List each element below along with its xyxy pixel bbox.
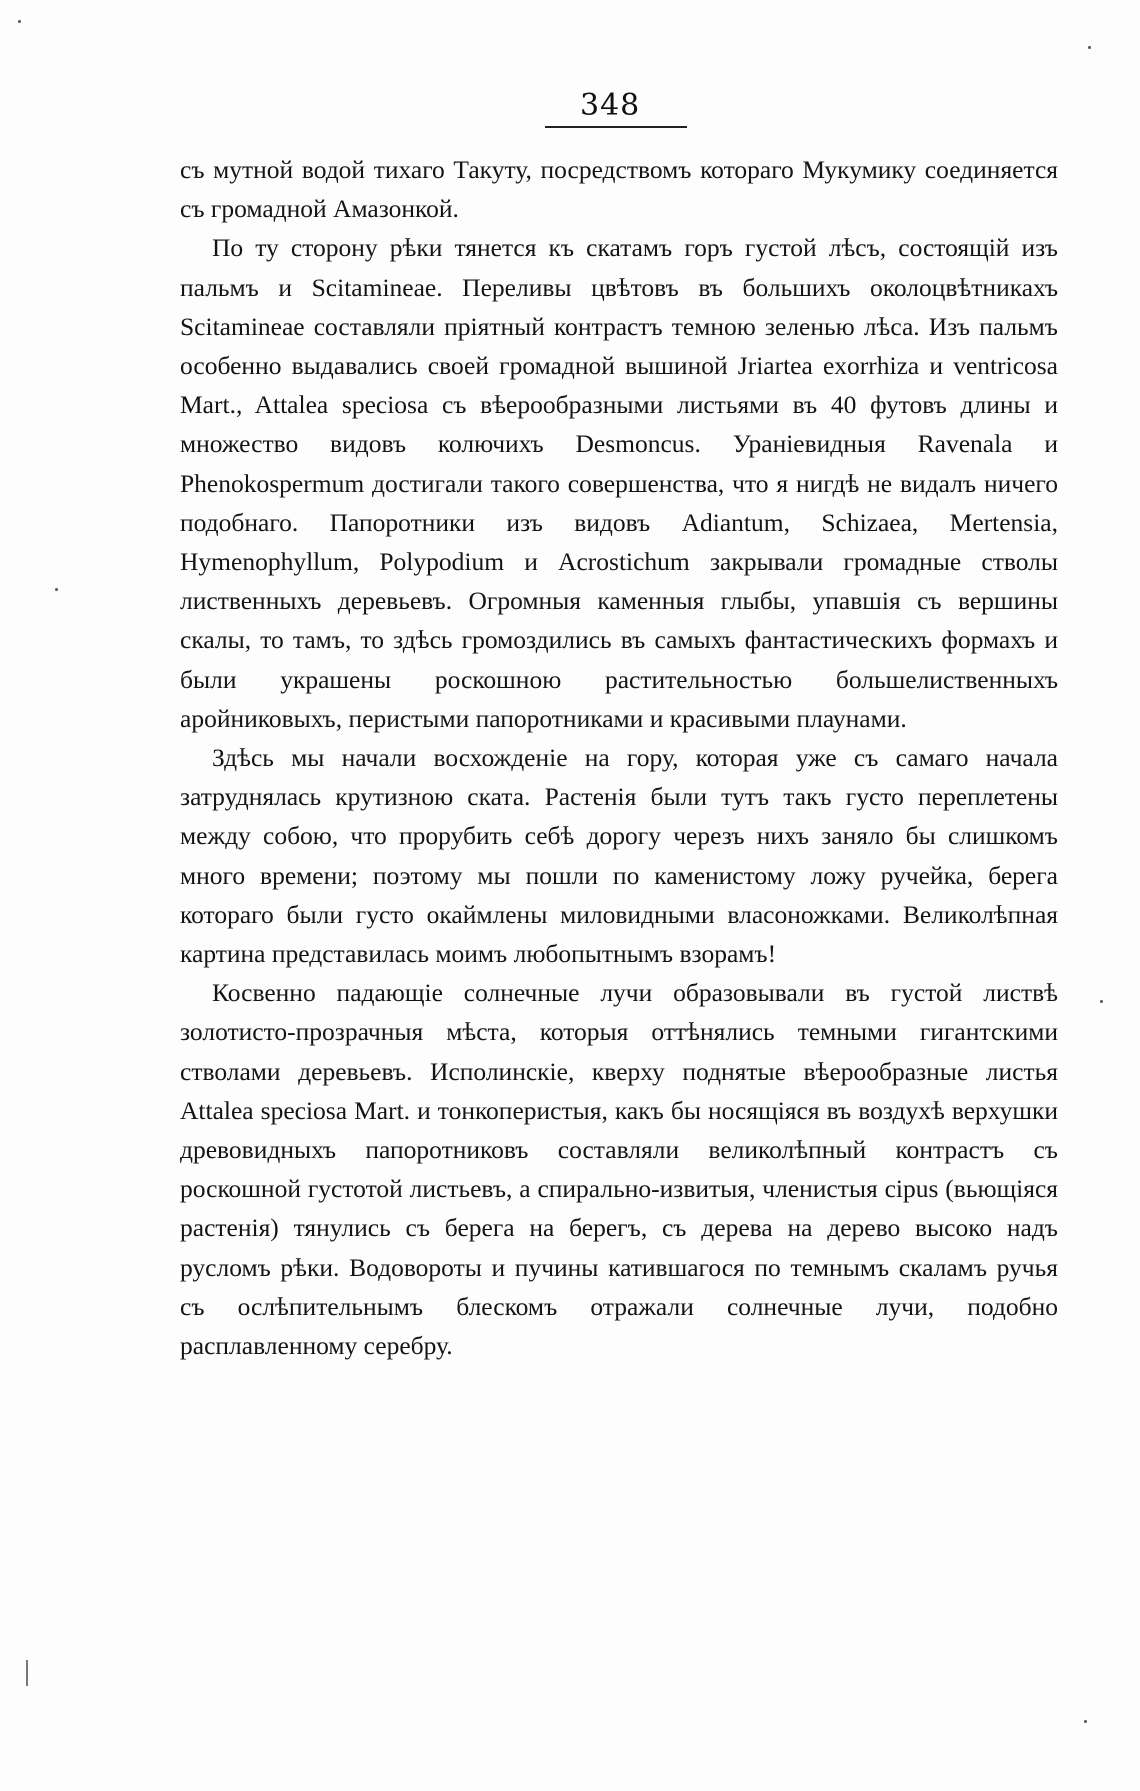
page-number-rule [545,126,687,128]
paragraph: Здѣсь мы начали восхожденіе на гору, которая уже съ самаго начала затруднялась крутизною ската. Растенія были тутъ такъ густо переплетены между собою, что прорубить себѣ дорогу черезъ нихъ заняло бы слишкомъ много времени; поэтому мы пошли по каменистому ложу ручейка, берега котораго были густо окаймлены миловидными власоножками. Великолѣпная картина представилась моимъ любопытнымъ взорамъ! [180,743,1058,969]
scan-speck [1084,1720,1087,1723]
scan-speck [18,20,21,23]
scan-speck [1100,1000,1103,1003]
paragraph: По ту сторону рѣки тянется къ скатамъ горъ густой лѣсъ, состоящій изъ пальмъ и Scitamineae. Переливы цвѣтовъ въ большихъ околоцвѣтникахъ Scitamineae составляли пріятный контрастъ темною зеленью лѣса. Изъ пальмъ особенно выдавались своей громадной вышиной Jriartea exorrhiza и ventricosa Mart., Attalea speciosa съ вѣерообразными листьями въ 40 футовъ длины и множество видовъ колючихъ Desmoncus. Ураніевидныя Ravenala и Phenokospermum достигали такого совершенства, что я нигдѣ не видалъ ничего подобнаго. Папоротники изъ видовъ Adiantum, Schizaea, Mertensia, Hymenophyllum, Polypodium и Acrostichum закрывали громадные стволы лиственныхъ деревьевъ. Огромныя каменныя глыбы, упавшія съ вершины скалы, то тамъ, то здѣсь громоздились въ самыхъ фантастическихъ формахъ и были украшены роскошною растительностью большелиственныхъ аройниковыхъ, перистыми папоротниками и красивыми плаунами. [180,233,1058,733]
scan-speck [1088,46,1091,49]
paragraph: Косвенно падающіе солнечные лучи образовывали въ густой листвѣ золотисто-прозрачныя мѣста, которыя оттѣнялись темными гигантскими стволами деревьевъ. Исполинскіе, кверху поднятые вѣерообразные листья Attalea speciosa Mart. и тонкоперистыя, какъ бы носящіяся въ воздухѣ верхушки древовидныхъ папоротниковъ составляли великолѣпный контрастъ съ роскошной густотой листьевъ, а спирально-извитыя, членистыя cipus (вьющіяся растенія) тянулись съ берега на берегъ, съ дерева на дерево высоко надъ русломъ рѣки. Водовороты и пучины катившагося по темнымъ скаламъ ручья съ ослѣпительнымъ блескомъ отражали солнечные лучи, подобно расплавленному серебру. [180,978,1058,1361]
scan-speck [55,588,58,591]
paragraph: съ мутной водой тихаго Такуту, посредствомъ котораго Мукумику соединяется съ громадной Амазонкой. [180,155,1058,224]
body-text [180,150,1058,1365]
scan-edge-mark [26,1660,28,1686]
page-number: 348 [580,88,641,123]
